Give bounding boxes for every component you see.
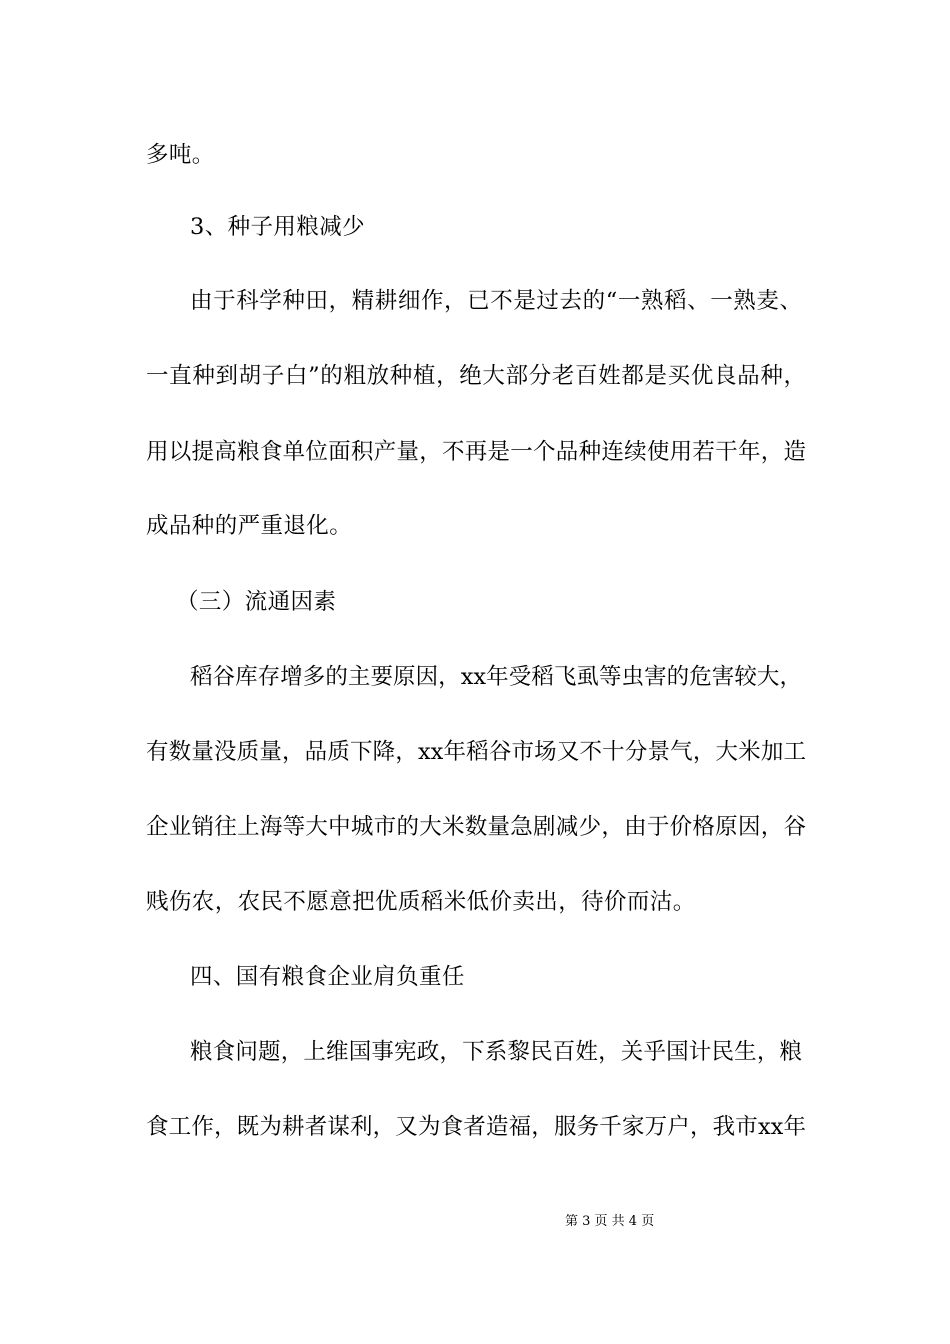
paragraph-line: 企业销往上海等大中城市的大米数量急剧减少，由于价格原因，谷 — [146, 814, 806, 840]
section-heading: （三）流通因素 — [176, 589, 337, 615]
paragraph-line: 一直种到胡子白”的粗放种植，绝大部分老百姓都是买优良品种， — [146, 363, 806, 389]
paragraph-line: 稻谷库存增多的主要原因，xx年受稻飞虱等虫害的危害较大， — [190, 664, 802, 690]
section-heading: 3、种子用粮减少 — [190, 214, 366, 240]
paragraph-line: 贱伤农，农民不愿意把优质稻米低价卖出，待价而沽。 — [146, 889, 696, 915]
paragraph-line: 由于科学种田，精耕细作，已不是过去的“一熟稻、一熟麦、 — [190, 288, 802, 314]
paragraph-line: 粮食问题，上维国事宪政，下系黎民百姓，关乎国计民生，粮 — [190, 1039, 802, 1065]
paragraph-line: 食工作，既为耕者谋利，又为食者造福，服务千家万户，我市xx年 — [146, 1114, 806, 1140]
paragraph-line: 有数量没质量，品质下降，xx年稻谷市场又不十分景气，大米加工 — [146, 739, 806, 765]
section-heading: 四、国有粮食企业肩负重任 — [190, 964, 465, 990]
paragraph-line: 多吨。 — [146, 142, 215, 168]
paragraph-line: 用以提高粮食单位面积产量，不再是一个品种连续使用若干年，造 — [146, 439, 806, 465]
paragraph-line: 成品种的严重退化。 — [146, 513, 353, 539]
page-number: 第 3 页 共 4 页 — [565, 1214, 655, 1229]
